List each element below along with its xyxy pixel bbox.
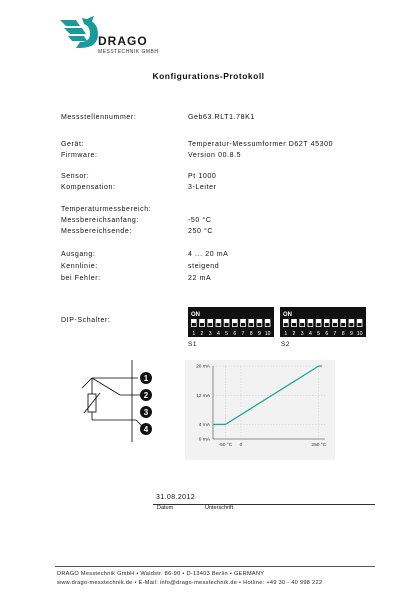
svg-text:4: 4 — [143, 425, 149, 434]
footer-contact: www.drago-messtechnik.de • E-Mail: info@drago-messtechnik.de • Hotline: +49 30 - 40 998 222 — [57, 580, 323, 586]
logo-subtitle: MESSTECHNIK GMBH — [98, 49, 159, 55]
dip-s1-number-2: 2 — [200, 331, 204, 337]
dip-s1-slider-7 — [241, 323, 245, 326]
signature-date: 31.08.2012 — [156, 494, 196, 501]
geraet-label: Gerät: — [61, 141, 85, 148]
dip-s1-slider-5 — [225, 323, 229, 326]
kompensation-value: 3-Leiter — [188, 184, 217, 191]
sensor-value: Pt 1000 — [188, 173, 217, 180]
geraet-value: Temperatur-Messumformer D62T 45300 — [188, 141, 334, 148]
dip-s2-on-label: ON — [283, 312, 292, 318]
dip-s2-number-4: 4 — [308, 331, 312, 337]
ausgang-value: 4 ... 20 mA — [188, 251, 229, 258]
ende-value: 250 °C — [188, 228, 214, 235]
sensor-label: Sensor: — [61, 173, 90, 180]
firmware-label: Firmware: — [61, 152, 98, 159]
anfang-value: -50 °C — [188, 217, 212, 224]
dip-label: DIP-Schalter: — [61, 317, 111, 324]
dip-s2-slider-3 — [300, 323, 304, 326]
dip-s1-number-8: 8 — [249, 331, 253, 337]
dip-s2-number-1: 1 — [284, 331, 288, 337]
dip-s1-number-7: 7 — [241, 331, 245, 337]
dip-s2-slider-6 — [325, 323, 329, 326]
dip-s1-number-3: 3 — [208, 331, 212, 337]
chart-xtick-label-1: 0 — [239, 443, 243, 448]
dip-s2-number-10: 10 — [356, 331, 363, 337]
chart-xtick-label-2: 250 °C — [311, 443, 327, 448]
dip-s2-slider-10 — [358, 323, 362, 326]
dip-s2-slider-8 — [341, 323, 345, 326]
footer-divider — [55, 566, 375, 567]
dip-s1-slider-1 — [192, 323, 196, 326]
dip-s1-number-5: 5 — [225, 331, 229, 337]
dip-s2-label: S2 — [281, 341, 290, 348]
chart-ytick-label-0: 0 mA — [198, 437, 210, 443]
svg-text:1: 1 — [143, 374, 149, 383]
dip-s2-number-7: 7 — [333, 331, 337, 337]
dip-s2-number-6: 6 — [325, 331, 329, 337]
dip-s1-number-9: 9 — [257, 331, 261, 337]
terminal-1 — [140, 372, 152, 384]
dip-s1-slider-8 — [249, 323, 253, 326]
messstelle-label: Messstellennummer: — [61, 114, 137, 121]
dip-s1-slider-10 — [266, 323, 270, 326]
temperaturbereich-label: Temperaturmessbereich: — [61, 206, 152, 213]
dip-switch-s2 — [280, 307, 366, 337]
chart-ytick-label-3: 20 mA — [196, 364, 210, 370]
unterschrift-label: Unterschrift — [205, 505, 234, 511]
dip-s2-number-9: 9 — [349, 331, 353, 337]
dip-s2-slider-2 — [292, 323, 296, 326]
dip-s1-slider-6 — [233, 323, 237, 326]
ausgang-label: Ausgang: — [61, 251, 96, 258]
dip-s2-number-3: 3 — [300, 331, 304, 337]
dip-s1-slider-4 — [216, 323, 220, 326]
kennlinie-value: steigend — [188, 263, 220, 270]
wiring-diagram — [80, 360, 180, 450]
svg-text:2: 2 — [143, 391, 149, 400]
kennlinie-label: Kennlinie: — [61, 263, 98, 270]
dip-s2-slider-7 — [333, 323, 337, 326]
dip-s1-slider-3 — [208, 323, 212, 326]
fehler-value: 22 mA — [188, 275, 212, 282]
output-characteristic-chart — [185, 360, 335, 460]
terminal-3 — [140, 406, 152, 418]
dip-s1-on-label: ON — [191, 312, 200, 318]
dip-s2-slider-4 — [308, 323, 312, 326]
ende-label: Messbereichsende: — [61, 228, 132, 235]
dip-s2-number-8: 8 — [341, 331, 345, 337]
dip-s1-number-10: 10 — [264, 331, 271, 337]
dip-s2-slider-5 — [317, 323, 321, 326]
company-logo — [58, 14, 178, 54]
datum-label: Datum — [157, 505, 174, 511]
page-title: Konfigurations-Protokoll — [152, 71, 265, 81]
footer-address: DRAGO Messtechnik GmbH • Waldstr. 86-90 • D-13403 Berlin • GERMANY — [57, 571, 265, 577]
dip-s2-number-5: 5 — [317, 331, 321, 337]
drago-logo-mark — [58, 14, 102, 52]
signature-line — [153, 504, 375, 505]
dip-switch-s1 — [188, 307, 274, 337]
logo-name: DRAGO — [98, 34, 148, 48]
dip-s2-number-2: 2 — [292, 331, 296, 337]
dip-s1-number-4: 4 — [216, 331, 220, 337]
dip-s1-slider-2 — [200, 323, 204, 326]
firmware-value: Version 00.8.5 — [188, 152, 242, 159]
kompensation-label: Kompensation: — [61, 184, 116, 191]
dip-s1-number-1: 1 — [192, 331, 196, 337]
svg-text:3: 3 — [143, 408, 149, 417]
chart-xtick-label-0: -50 °C — [218, 443, 233, 448]
terminal-2 — [140, 389, 152, 401]
dip-s2-slider-9 — [349, 323, 353, 326]
chart-ytick-label-1: 4 mA — [198, 423, 210, 429]
dip-s1-number-6: 6 — [233, 331, 237, 337]
fehler-label: bei Fehler: — [61, 275, 101, 282]
messstelle-value: Geb63.RLT1.78K1 — [188, 114, 255, 121]
dip-s1-slider-9 — [257, 323, 261, 326]
terminal-4 — [140, 423, 152, 435]
dip-s2-slider-1 — [284, 323, 288, 326]
dip-s1-label: S1 — [188, 341, 197, 348]
anfang-label: Messbereichsanfang: — [61, 217, 139, 224]
chart-ytick-label-2: 12 mA — [196, 393, 210, 399]
